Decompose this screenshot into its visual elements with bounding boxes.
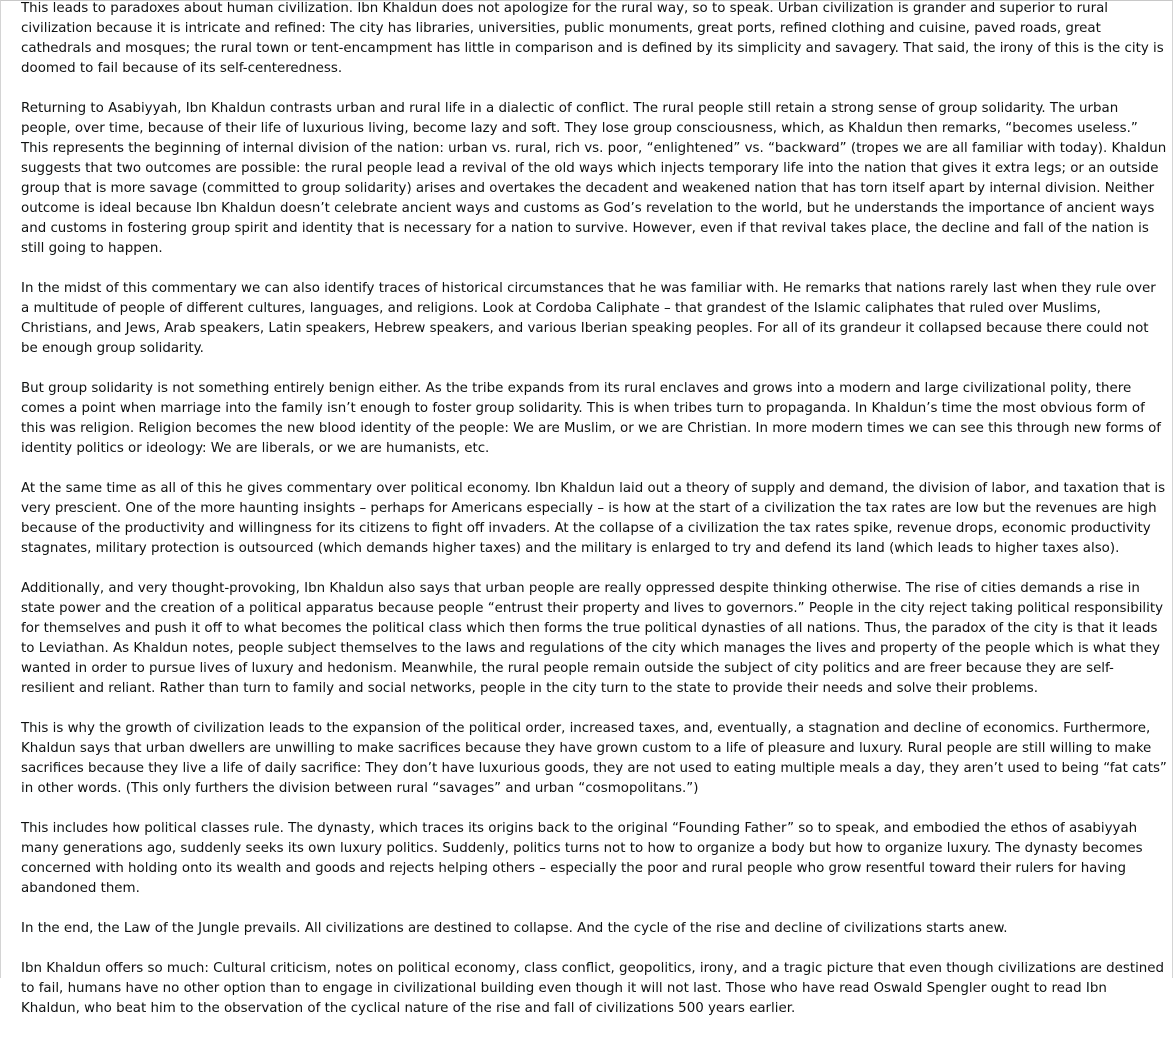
review-paragraph-10: Ibn Khaldun offers so much: Cultural criticism, notes on political economy, class conflict, geopolitics, irony, and a tragic picture that even though civilizations are destined to fail, humans have no other option than to engage in civilizational building even though it will not last. Those who have read Oswald Spengler ought to read Ibn Khaldun, who beat him to the observation of the cyclical nature of the rise and fall of civilizations 500 years earlier.	[21, 961, 1165, 1016]
review-paragraph-1: This leads to paradoxes about human civilization. Ibn Khaldun does not apologize for the rural way, so to speak. Urban civilization is grander and superior to rural civilization because it is intricate and refined: The city has libraries, universities, public monuments, great ports, refined clothing and cuisine, paved roads, great cathedrals and mosques; the rural town or tent-encampment has little in comparison and is defined by its simplicity and savagery. That said, the irony of this is the city is doomed to fail because of its self-centeredness.	[21, 1, 1164, 76]
review-paragraph-2: Returning to Asabiyyah, Ibn Khaldun contrasts urban and rural life in a dialectic of conflict. The rural people still retain a strong sense of group solidarity. The urban people, over time, because of their life of luxurious living, become lazy and soft. They lose group consciousness, which, as Khaldun then remarks, “becomes useless.” This represents the beginning of internal division of the nation: urban vs. rural, rich vs. poor, “enlightened” vs. “backward” (tropes we are all familiar with today). Khaldun suggests that two outcomes are possible: the rural people lead a revival of the old ways which injects temporary life into the nation that gives it extra legs; or an outside group that is more savage (committed to group solidarity) arises and overtakes the decadent and weakened nation that has torn itself apart by internal division. Neither outcome is ideal because Ibn Khaldun doesn’t celebrate ancient ways and customs as God’s revelation to the world, but he understands the importance of ancient ways and customs in fostering group spirit and identity that is necessary for a nation to survive. However, even if that revival takes place, the decline and fall of the nation is still going to happen.	[21, 101, 1167, 256]
review-paragraph-7: This is why the growth of civilization leads to the expansion of the political order, increased taxes, and, eventually, a stagnation and decline of economics. Furthermore, Khaldun says that urban dwellers are unwilling to make sacrifices because they have grown custom to a life of pleasure and luxury. Rural people are still willing to make sacrifices because they live a life of daily sacrifice: They don’t have luxurious goods, they are not used to eating multiple meals a day, they aren’t used to being “fat cats” in other words. (This only furthers the division between rural “savages” and urban “cosmopolitans.”)	[21, 721, 1167, 796]
review-paragraph-8: This includes how political classes rule. The dynasty, which traces its origins back to the original “Founding Father” so to speak, and embodied the ethos of asabiyyah many generations ago, suddenly seeks its own luxury politics. Suddenly, politics turns not to how to organize a body but how to organize luxury. The dynasty becomes concerned with holding onto its wealth and goods and rejects helping others – especially the poor and rural people who grow resentful toward their rulers for having abandoned them.	[21, 821, 1143, 896]
review-paragraph-5: At the same time as all of this he gives commentary over political economy. Ibn Khaldun laid out a theory of supply and demand, the division of labor, and taxation that is very prescient. One of the more haunting insights – perhaps for Americans especially – is how at the start of a civilization the tax rates are low but the revenues are high because of the productivity and willingness for its citizens to fight off invaders. At the collapse of a civilization the tax rates spike, revenue drops, economic productivity stagnates, military protection is outsourced (which demands higher taxes) and the military is enlarged to try and defend its land (which leads to higher taxes also).	[21, 481, 1166, 556]
review-paragraph-6: Additionally, and very thought-provoking, Ibn Khaldun also says that urban people are really oppressed despite thinking otherwise. The rise of cities demands a rise in state power and the creation of a political apparatus because people “entrust their property and lives to governors.” People in the city reject taking political responsibility for themselves and push it off to what becomes the political class which then forms the true political dynasties of all nations. Thus, the paradox of the city is that it leads to Leviathan. As Khaldun notes, people subject themselves to the laws and regulations of the city which manages the lives and property of the people which is what they wanted in order to pursue lives of luxury and hedonism. Meanwhile, the rural people remain outside the subject of city politics and are freer because they are self-resilient and reliant. Rather than turn to family and social networks, people in the city turn to the state to provide their needs and solve their problems.	[21, 581, 1164, 696]
review-paragraph-3: In the midst of this commentary we can also identify traces of historical circumstances that he was familiar with. He remarks that nations rarely last when they rule over a multitude of people of different cultures, languages, and religions. Look at Cordoba Caliphate – that grandest of the Islamic caliphates that ruled over Muslims, Christians, and Jews, Arab speakers, Latin speakers, Hebrew speakers, and various Iberian speaking peoples. For all of its grandeur it collapsed because there could not be enough group solidarity.	[21, 281, 1156, 356]
review-body	[21, 0, 1167, 1039]
review-paragraph-4: But group solidarity is not something entirely benign either. As the tribe expands from its rural enclaves and grows into a modern and large civilizational polity, there comes a point when marriage into the family isn’t enough to foster group solidarity. This is when tribes turn to propaganda. In Khaldun’s time the most obvious form of this was religion. Religion becomes the new blood identity of the people: We are Muslim, or we are Christian. In more modern times we can see this through new forms of identity politics or ideology: We are liberals, or we are humanists, etc.	[21, 381, 1161, 456]
review-paragraph-9: In the end, the Law of the Jungle prevails. All civilizations are destined to collapse. And the cycle of the rise and decline of civilizations starts anew.	[21, 921, 1008, 936]
